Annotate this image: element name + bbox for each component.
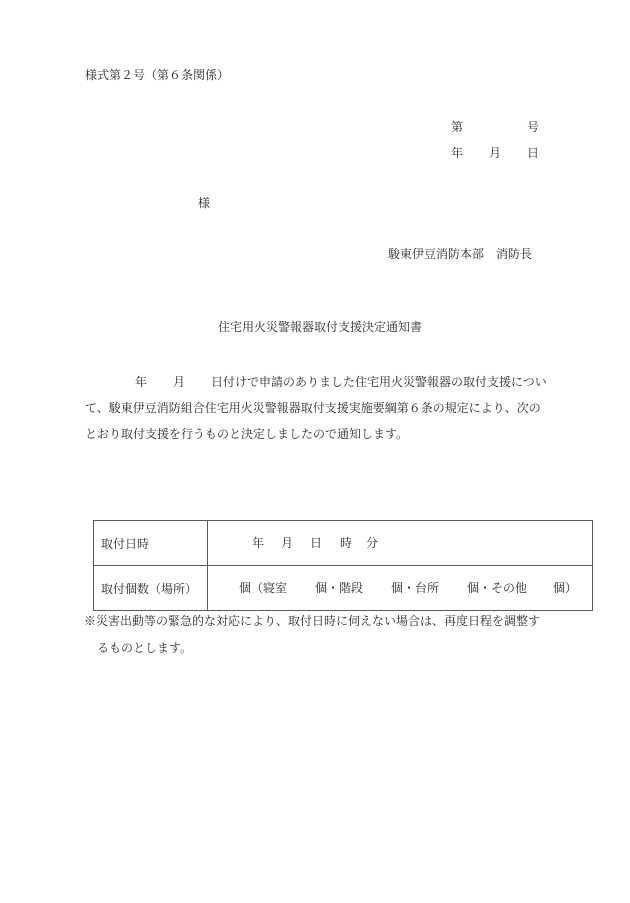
body-text: 日付けで申請のありました住宅用火災警報器の取付支援につい	[211, 375, 547, 389]
body-paragraph-line-3: とおり取付支援を行うものと決定しましたので通知します。	[85, 427, 409, 441]
datetime-minute: 分	[366, 536, 379, 550]
note-line-1: ※災害出動等の緊急的な対応により、取付日時に伺えない場合は、再度日程を調整す	[84, 614, 541, 628]
table-row-datetime	[94, 521, 593, 566]
installation-table	[93, 520, 593, 611]
count-total: 個（寝室	[239, 581, 288, 595]
body-paragraph-line-1	[85, 375, 585, 389]
addressee-honorific: 様	[198, 196, 211, 210]
body-paragraph-line-2: て、駿東伊豆消防組合住宅用火災警報器取付支援実施要綱第６条の規定により、次の	[85, 401, 541, 415]
issue-date-month: 月	[489, 146, 502, 160]
doc-number-prefix: 第	[451, 120, 464, 134]
value-installation-datetime	[208, 521, 593, 566]
value-installation-count	[208, 566, 593, 611]
application-month: 月	[173, 375, 186, 389]
datetime-day: 日	[310, 536, 323, 550]
datetime-month: 月	[281, 536, 294, 550]
issue-date-day: 日	[527, 146, 540, 160]
note-line-2: るものとします。	[97, 641, 193, 655]
count-kitchen: 個・その他	[467, 581, 528, 595]
datetime-hour: 時	[340, 536, 353, 550]
count-bedroom: 個・階段	[315, 581, 364, 595]
doc-number-suffix: 号	[527, 120, 540, 134]
application-year: 年	[135, 375, 148, 389]
sender-name: 駿東伊豆消防本部 消防長	[388, 247, 533, 261]
form-number: 様式第２号（第６条関係）	[85, 68, 230, 82]
table-row-count	[94, 566, 593, 611]
label-installation-count: 取付個数（場所）	[94, 566, 208, 611]
issue-date-year: 年	[451, 146, 464, 160]
datetime-year: 年	[252, 536, 265, 550]
count-stairs: 個・台所	[391, 581, 440, 595]
document-title: 住宅用火災警報器取付支援決定通知書	[218, 320, 423, 334]
label-installation-datetime: 取付日時	[94, 521, 208, 566]
count-other: 個）	[553, 581, 578, 595]
